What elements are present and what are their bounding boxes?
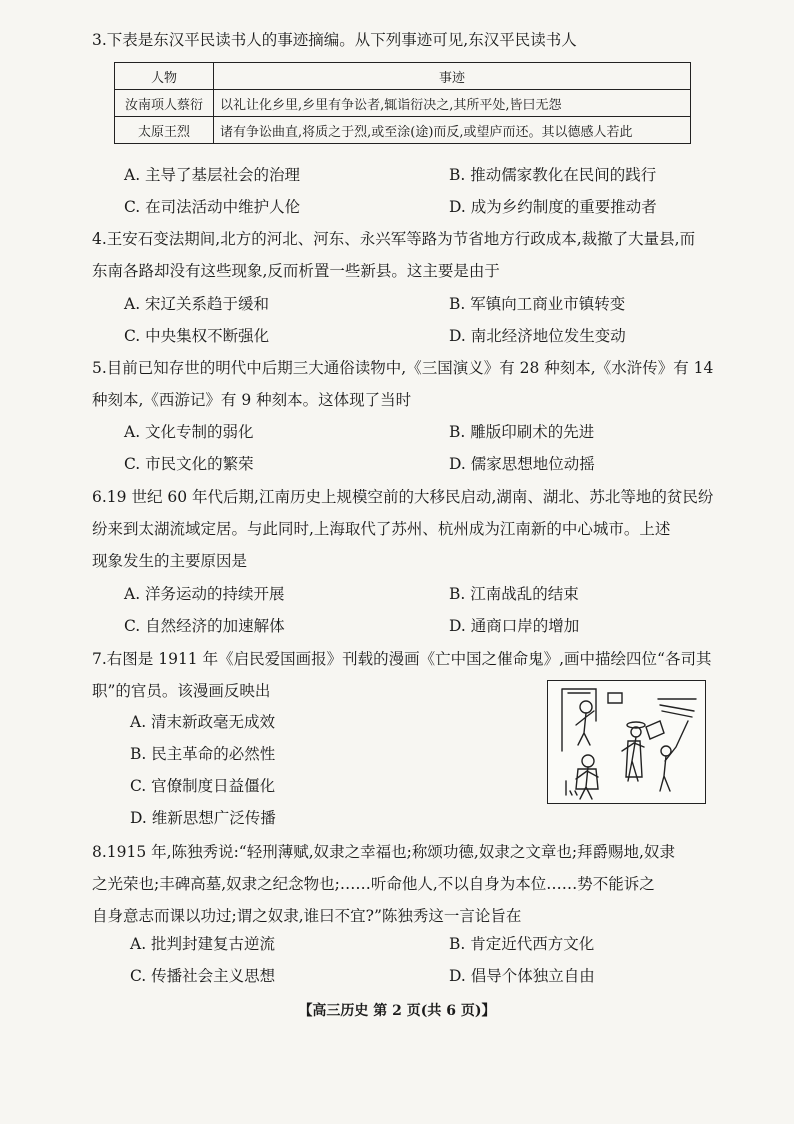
q6-line-3: 现象发生的主要原因是 — [92, 552, 248, 570]
q6-line-2: 纷来到太湖流域定居。与此同时,上海取代了苏州、杭州成为江南新的中心城市。上述 — [92, 520, 671, 538]
q3-stem: 3.下表是东汉平民读书人的事迹摘编。从下列事迹可见,东汉平民读书人 — [92, 31, 577, 49]
q5-line-1: 5.目前已知存世的明代中后期三大通俗读物中,《三国演义》有 28 种刻本,《水浒传》有 14 — [92, 359, 714, 377]
q3-option-b: B. 推动儒家教化在民间的践行 — [449, 166, 657, 184]
table-header-row — [115, 63, 691, 90]
cartoon-drawing — [548, 681, 705, 803]
table-cell: 诸有争讼曲直,将质之于烈,或至涂(途)而反,或望庐而还。其以德感人若此 — [214, 117, 691, 144]
q8-option-a: A. 批判封建复古逆流 — [130, 935, 276, 953]
q5-option-b: B. 雕版印刷术的先进 — [449, 423, 595, 441]
q6-option-c: C. 自然经济的加速解体 — [124, 617, 285, 635]
cartoon-illustration — [547, 680, 706, 804]
q5-option-a: A. 文化专制的弱化 — [124, 423, 254, 441]
q4-line-1: 4.王安石变法期间,北方的河北、河东、永兴军等路为节省地方行政成本,裁撤了大量县,而 — [92, 230, 696, 248]
table-cell: 太原王烈 — [115, 117, 214, 144]
q3-table — [114, 62, 691, 144]
q8-option-b: B. 肯定近代西方文化 — [449, 935, 595, 953]
table-row — [115, 117, 691, 144]
q7-line-2: 职”的官员。该漫画反映出 — [92, 682, 271, 700]
q3-option-c: C. 在司法活动中维护人伦 — [124, 198, 301, 216]
q6-line-1: 6.19 世纪 60 年代后期,江南历史上规模空前的大移民启动,湖南、湖北、苏北等地的贫民纷 — [92, 488, 714, 506]
q7-option-d: D. 维新思想广泛传播 — [130, 809, 276, 827]
table-header-person: 人物 — [115, 63, 214, 90]
q4-option-d: D. 南北经济地位发生变动 — [449, 327, 626, 345]
q5-option-d: D. 儒家思想地位动摇 — [449, 455, 595, 473]
q7-option-c: C. 官僚制度日益僵化 — [130, 777, 276, 795]
q7-option-a: A. 清末新政毫无成效 — [130, 713, 276, 731]
q4-option-c: C. 中央集权不断强化 — [124, 327, 270, 345]
table-row — [115, 90, 691, 117]
q6-option-a: A. 洋务运动的持续开展 — [124, 585, 285, 603]
q8-line-3: 自身意志而课以功过;谓之奴隶,谁曰不宜?”陈独秀这一言论旨在 — [92, 907, 522, 925]
q8-option-d: D. 倡导个体独立自由 — [449, 967, 595, 985]
table-cell: 汝南项人蔡衍 — [115, 90, 214, 117]
q8-line-1: 8.1915 年,陈独秀说:“轻刑薄赋,奴隶之幸福也;称颂功德,奴隶之文章也;拜爵赐地,奴隶 — [92, 843, 675, 861]
q4-option-b: B. 军镇向工商业市镇转变 — [449, 295, 626, 313]
q6-option-b: B. 江南战乱的结束 — [449, 585, 579, 603]
q8-option-c: C. 传播社会主义思想 — [130, 967, 276, 985]
q6-option-d: D. 通商口岸的增加 — [449, 617, 580, 635]
q4-line-2: 东南各路却没有这些现象,反而析置一些新县。这主要是由于 — [92, 262, 500, 280]
q8-line-2: 之光荣也;丰碑高墓,奴隶之纪念物也;……听命他人,不以自身为本位……势不能诉之 — [92, 875, 655, 893]
q7-line-1: 7.右图是 1911 年《启民爱国画报》刊载的漫画《亡中国之催命鬼》,画中描绘四位“各司其 — [92, 650, 712, 668]
table-header-deeds: 事迹 — [214, 63, 691, 90]
q5-option-c: C. 市民文化的繁荣 — [124, 455, 254, 473]
q7-option-b: B. 民主革命的必然性 — [130, 745, 276, 763]
q4-option-a: A. 宋辽关系趋于缓和 — [124, 295, 270, 313]
page-footer: 【高三历史 第 2 页(共 6 页)】 — [298, 1003, 496, 1019]
table-cell: 以礼让化乡里,乡里有争讼者,辄诣衍决之,其所平处,皆曰无怨 — [214, 90, 691, 117]
q3-option-a: A. 主导了基层社会的治理 — [124, 166, 301, 184]
q5-line-2: 种刻本,《西游记》有 9 种刻本。这体现了当时 — [92, 391, 412, 409]
q3-option-d: D. 成为乡约制度的重要推动者 — [449, 198, 657, 216]
